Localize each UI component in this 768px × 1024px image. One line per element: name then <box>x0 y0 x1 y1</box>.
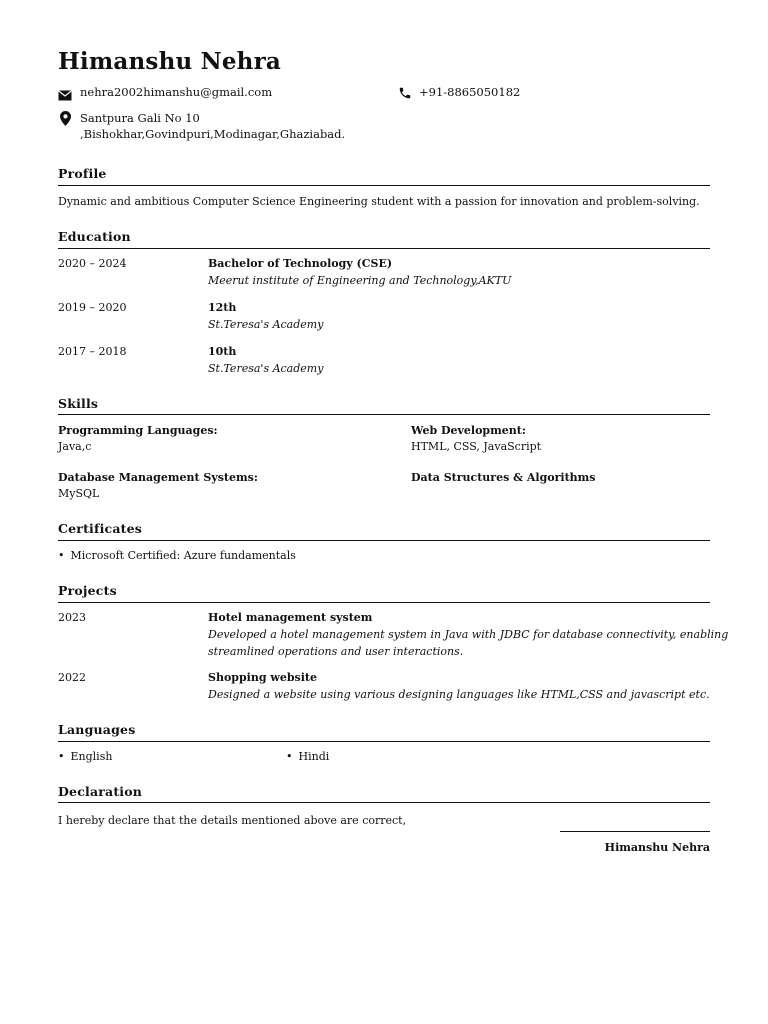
language-item: • English <box>58 750 112 763</box>
education-degree: 12th <box>208 301 237 314</box>
section-title-certificates: Certificates <box>58 521 143 536</box>
education-degree: 10th <box>208 345 237 358</box>
education-years: 2017 – 2018 <box>58 345 127 358</box>
skill-value: Java,c <box>58 440 92 453</box>
skill-label: Web Development: <box>411 424 526 437</box>
email-link[interactable]: nehra2002himanshu@gmail.com <box>80 85 273 99</box>
declaration-text: I hereby declare that the details mentioned above are correct, <box>58 814 407 827</box>
section-title-profile: Profile <box>58 166 107 181</box>
education-degree: Bachelor of Technology (CSE) <box>208 257 393 270</box>
phone-icon <box>398 85 412 104</box>
section-divider <box>58 602 710 603</box>
section-divider <box>58 185 710 186</box>
profile-text: Dynamic and ambitious Computer Science Engineering student with a passion for innovation and problem-solving. <box>58 195 700 208</box>
skill-label: Data Structures & Algorithms <box>411 471 596 484</box>
section-divider <box>58 741 710 742</box>
section-divider <box>58 414 710 415</box>
skill-label: Database Management Systems: <box>58 471 258 484</box>
project-description: Designed a website using various designing languages like HTML,CSS and javascript etc. <box>208 688 710 701</box>
section-title-projects: Projects <box>58 583 117 598</box>
skill-label: Programming Languages: <box>58 424 218 437</box>
candidate-name: Himanshu Nehra <box>58 48 282 75</box>
signature-name: Himanshu Nehra <box>604 841 710 854</box>
skill-value: MySQL <box>58 487 100 500</box>
education-school: St.Teresa's Academy <box>208 318 324 331</box>
section-divider <box>58 540 710 541</box>
section-divider <box>58 248 710 249</box>
section-title-education: Education <box>58 229 131 244</box>
skill-value: HTML, CSS, JavaScript <box>411 440 542 453</box>
address-line-2: ,Bishokhar,Govindpuri,Modinagar,Ghaziabad. <box>80 127 346 141</box>
phone-number: +91-8865050182 <box>419 85 521 99</box>
project-name: Shopping website <box>208 671 317 684</box>
section-title-languages: Languages <box>58 722 136 737</box>
certificate-item: • Microsoft Certified: Azure fundamentals <box>58 549 296 562</box>
education-school: St.Teresa's Academy <box>208 362 324 375</box>
language-item: • Hindi <box>286 750 329 763</box>
project-name: Hotel management system <box>208 611 373 624</box>
project-year: 2022 <box>58 671 86 684</box>
address-line-1: Santpura Gali No 10 <box>80 111 200 125</box>
section-title-declaration: Declaration <box>58 784 143 799</box>
project-description: streamlined operations and user interactions. <box>208 645 464 658</box>
project-year: 2023 <box>58 611 86 624</box>
education-school: Meerut institute of Engineering and Technology,AKTU <box>208 274 512 287</box>
education-years: 2020 – 2024 <box>58 257 127 270</box>
section-title-skills: Skills <box>58 396 99 411</box>
envelope-icon <box>58 86 72 105</box>
signature-line <box>560 831 710 832</box>
education-years: 2019 – 2020 <box>58 301 127 314</box>
section-divider <box>58 802 710 803</box>
map-pin-icon <box>60 111 71 130</box>
project-description: Developed a hotel management system in Java with JDBC for database connectivity, enabling <box>208 628 729 641</box>
